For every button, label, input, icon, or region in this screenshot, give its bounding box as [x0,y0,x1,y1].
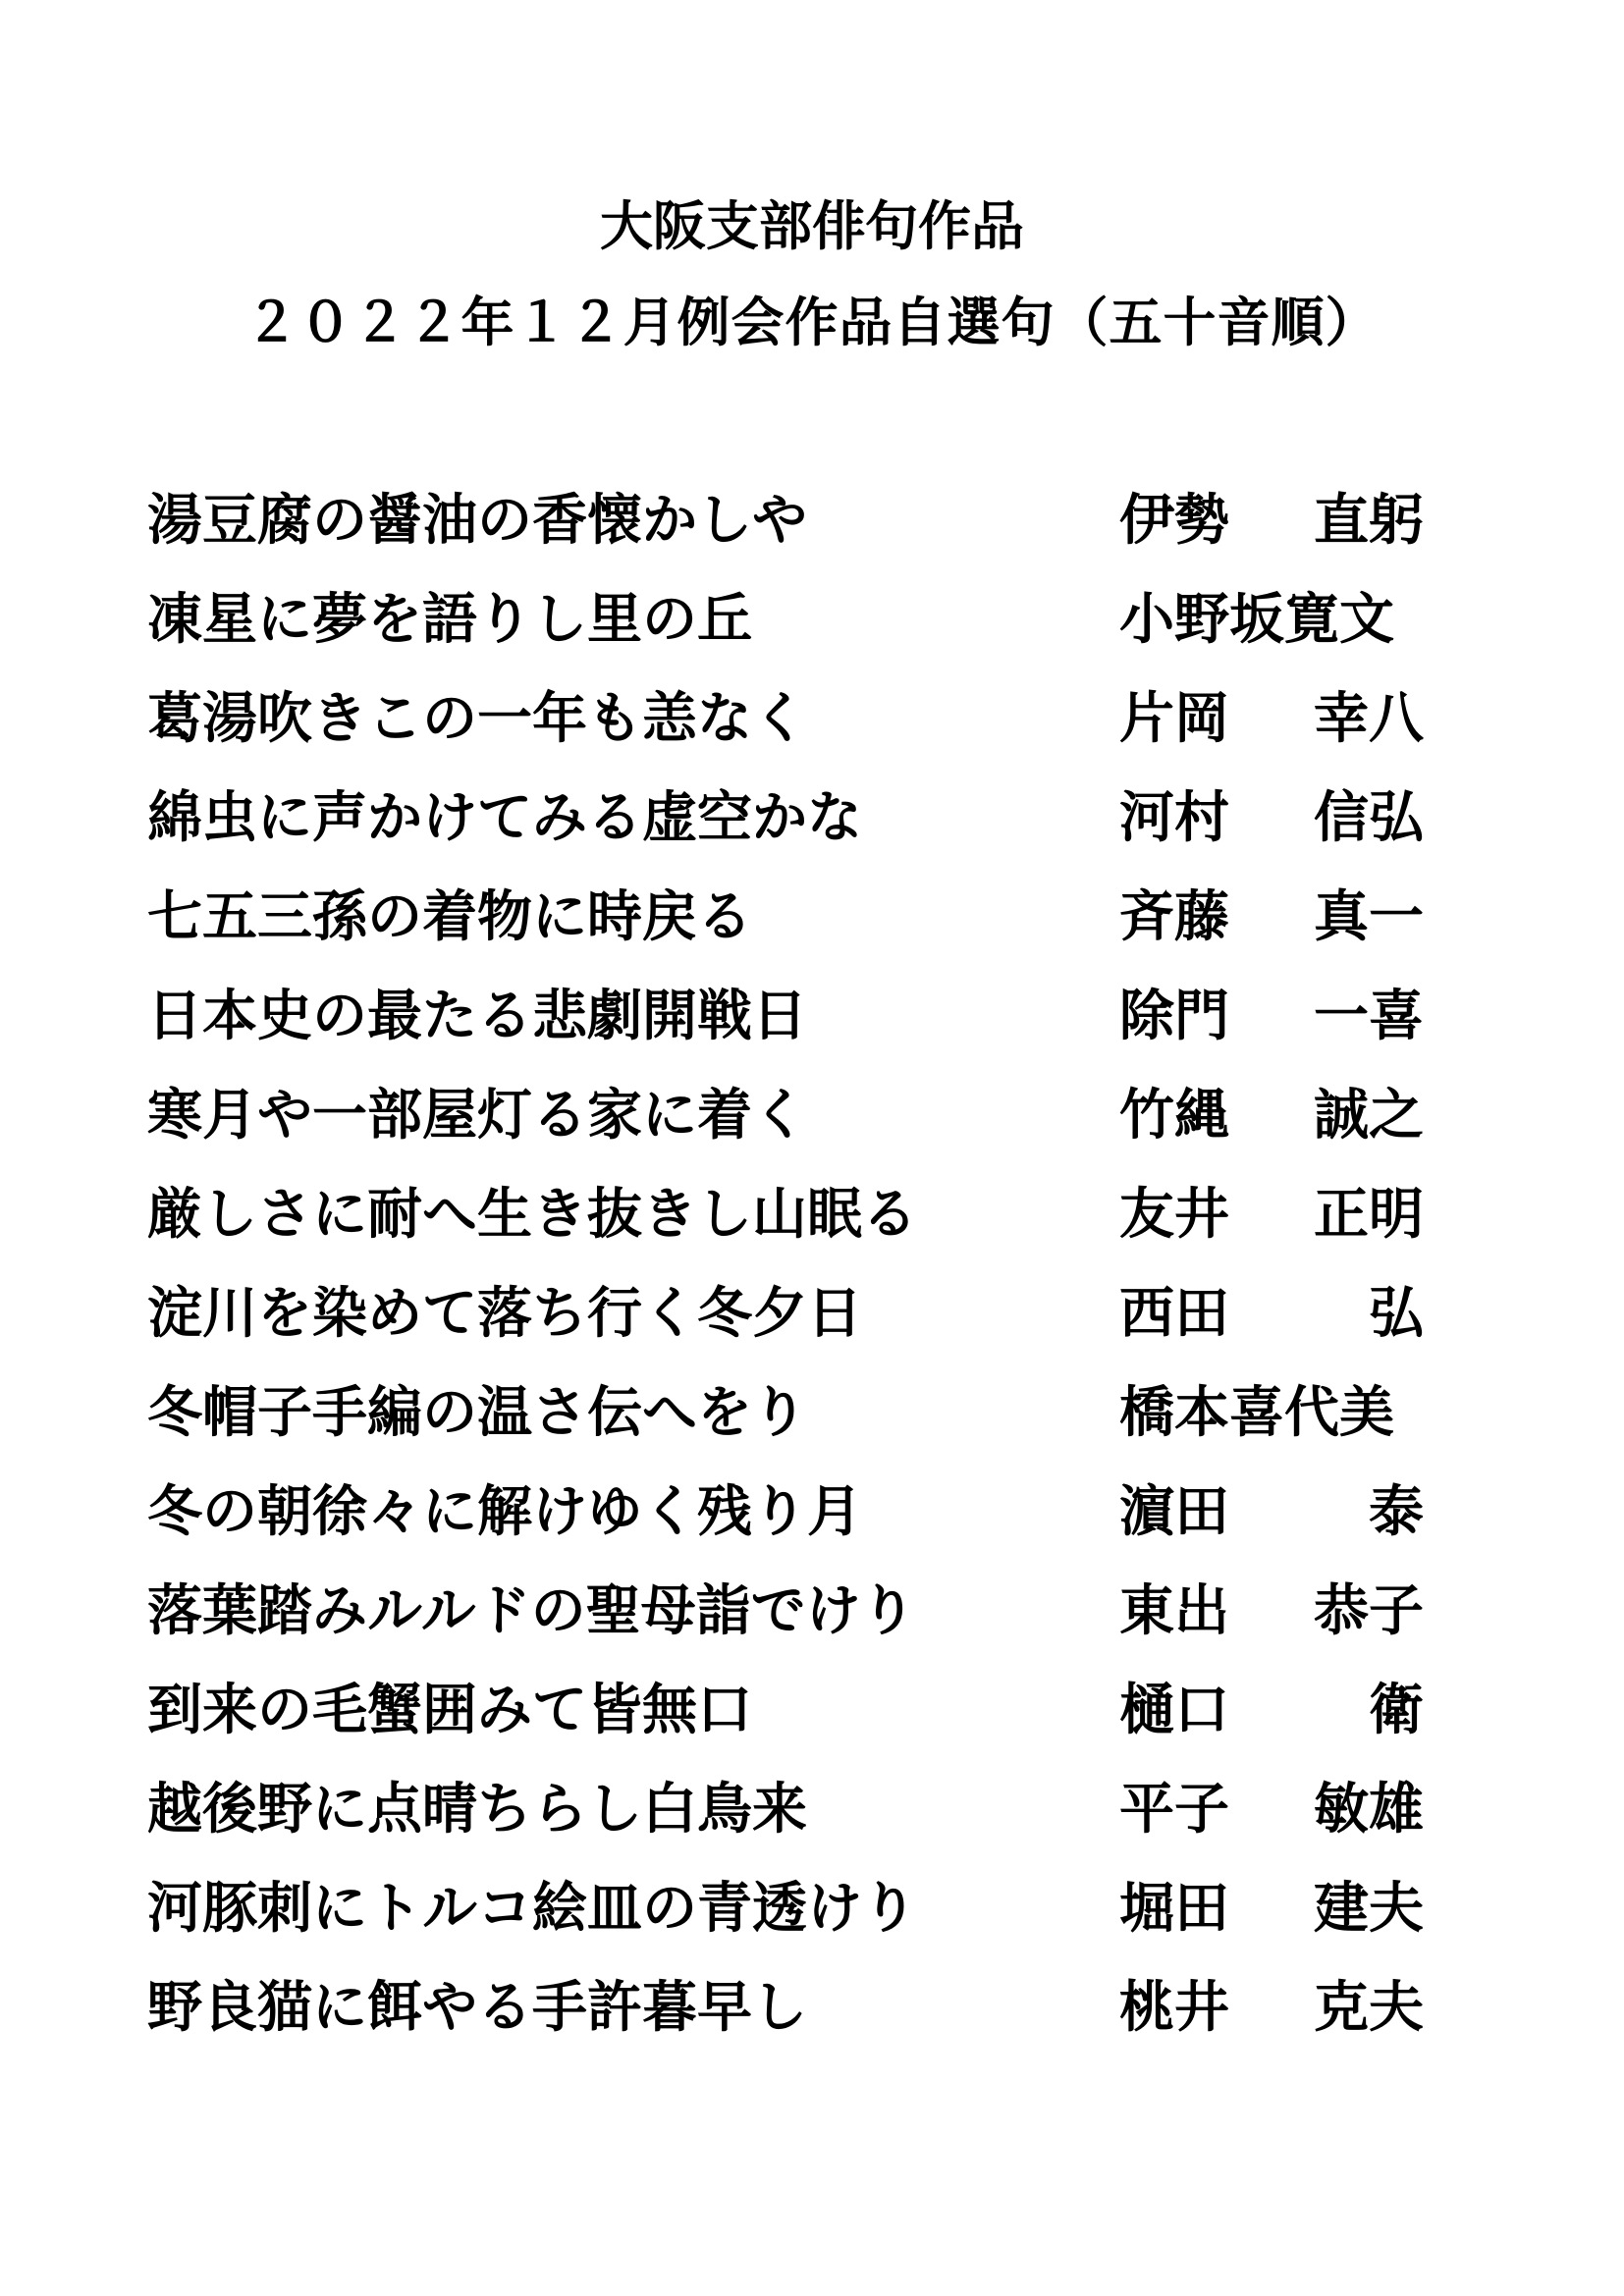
haiku-row [147,1677,1424,1776]
author-family-name: 東出 [1119,1579,1229,1643]
haiku-text: 日本史の最たる悲劇開戦日 [147,985,807,1048]
author-family-name: 伊勢 [1119,489,1229,553]
author-family-name: 竹縄 [1119,1084,1229,1148]
haiku-author [1119,983,1424,1051]
haiku-author [1119,1280,1424,1349]
author-family-name: 橋本喜代美 [1119,1381,1394,1445]
author-given-name: 泰 [1369,1480,1424,1544]
haiku-row [147,1082,1424,1181]
author-family-name: 小野坂寛文 [1119,588,1394,652]
author-given-name: 直躬 [1314,489,1424,553]
haiku-list [147,487,1424,2073]
author-family-name: 斉藤 [1119,885,1229,949]
document-subtitle: ２０２２年１２月例会作品自選句（五十音順） [244,292,1380,353]
author-given-name: 幸八 [1314,687,1424,751]
haiku-author [1119,1379,1424,1448]
haiku-row [147,487,1424,586]
haiku-row [147,983,1424,1082]
haiku-text: 淀川を染めて落ち行く冬夕日 [147,1282,862,1346]
haiku-author [1119,1181,1424,1250]
document-title: 大阪支部俳句作品 [600,195,1024,257]
haiku-row [147,1379,1424,1478]
author-given-name: 衛 [1369,1679,1424,1742]
haiku-author [1119,1082,1424,1150]
author-family-name: 樋口 [1119,1679,1229,1742]
author-given-name: 信弘 [1314,786,1424,850]
haiku-row [147,1280,1424,1379]
haiku-row [147,1974,1424,2073]
haiku-row [147,1577,1424,1677]
author-family-name: 平子 [1119,1778,1229,1842]
author-given-name: 弘 [1369,1282,1424,1346]
haiku-row [147,1478,1424,1577]
author-given-name: 真一 [1314,885,1424,949]
haiku-text: 野良猫に餌やる手許暮早し [147,1976,807,2040]
author-given-name: 敏雄 [1314,1778,1424,1842]
haiku-text: 河豚刺にトルコ絵皿の青透けり [147,1877,917,1941]
haiku-author [1119,1577,1424,1646]
author-family-name: 除門 [1119,985,1229,1048]
haiku-row [147,685,1424,784]
author-family-name: 西田 [1119,1282,1229,1346]
author-given-name: 正明 [1314,1183,1424,1247]
haiku-author [1119,685,1424,754]
haiku-row [147,784,1424,883]
haiku-author [1119,487,1424,556]
haiku-row [147,1181,1424,1280]
haiku-row [147,1776,1424,1875]
haiku-author [1119,1776,1424,1844]
author-family-name: 濵田 [1119,1480,1229,1544]
haiku-author [1119,1875,1424,1944]
haiku-author [1119,784,1424,853]
haiku-text: 綿虫に声かけてみる虚空かな [147,786,862,850]
author-family-name: 堀田 [1119,1877,1229,1941]
haiku-author [1119,1478,1424,1547]
haiku-text: 七五三孫の着物に時戻る [147,885,752,949]
haiku-row [147,1875,1424,1974]
haiku-text: 葛湯吹きこの一年も恙なく [147,687,807,751]
author-family-name: 桃井 [1119,1976,1229,2040]
author-family-name: 友井 [1119,1183,1229,1247]
haiku-text: 湯豆腐の醤油の香懐かしや [147,489,807,553]
author-given-name: 克夫 [1314,1976,1424,2040]
haiku-author [1119,586,1424,655]
haiku-row [147,883,1424,983]
author-given-name: 誠之 [1314,1084,1424,1148]
haiku-text: 越後野に点晴ちらし白鳥来 [147,1778,807,1842]
haiku-text: 厳しさに耐へ生き抜きし山眠る [147,1183,917,1247]
haiku-text: 冬の朝徐々に解けゆく残り月 [147,1480,862,1544]
haiku-text: 寒月や一部屋灯る家に着く [147,1084,807,1148]
haiku-text: 凍星に夢を語りし里の丘 [147,588,752,652]
haiku-text: 到来の毛蟹囲みて皆無口 [147,1679,752,1742]
haiku-row [147,586,1424,685]
author-family-name: 河村 [1119,786,1229,850]
author-family-name: 片岡 [1119,687,1229,751]
haiku-author [1119,1974,1424,2043]
haiku-text: 冬帽子手編の温さ伝へをり [147,1381,807,1445]
author-given-name: 建夫 [1314,1877,1424,1941]
author-given-name: 一喜 [1314,985,1424,1048]
haiku-author [1119,883,1424,952]
haiku-author [1119,1677,1424,1745]
author-given-name: 恭子 [1314,1579,1424,1643]
haiku-text: 落葉踏みルルドの聖母詣でけり [147,1579,916,1643]
